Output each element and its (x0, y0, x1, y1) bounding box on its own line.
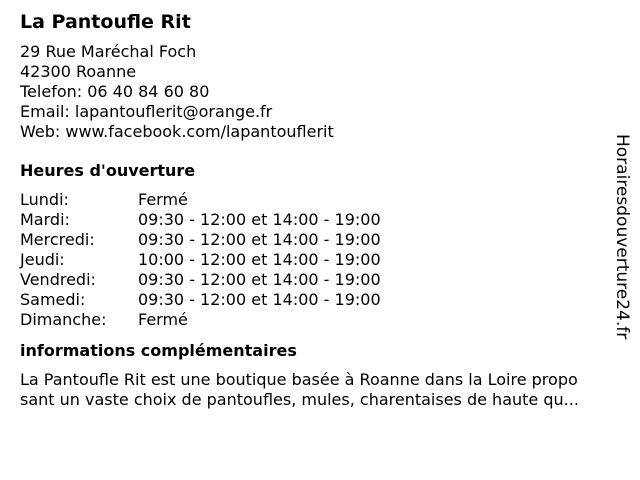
hours-row-wednesday (20, 230, 620, 250)
time-range: 09:30 - 12:00 et 14:00 - 19:00 (138, 210, 381, 229)
info-heading: informations complémentaires (20, 341, 297, 360)
description-line-1: La Pantoufle Rit est une boutique basée à Roanne dans la Loire propo (20, 370, 578, 389)
day-label: Lundi: (20, 190, 69, 209)
opening-hours-table (20, 190, 620, 330)
day-label: Samedi: (20, 290, 86, 309)
email[interactable]: Email: lapantouflerit@orange.fr (20, 102, 273, 121)
time-range: 09:30 - 12:00 et 14:00 - 19:00 (138, 230, 381, 249)
hours-heading: Heures d'ouverture (20, 161, 196, 180)
day-label: Vendredi: (20, 270, 96, 289)
time-range: 10:00 - 12:00 et 14:00 - 19:00 (138, 250, 381, 269)
business-name: La Pantoufle Rit (20, 11, 191, 33)
phone[interactable]: Telefon: 06 40 84 60 80 (20, 82, 210, 101)
hours-row-monday (20, 190, 620, 210)
time-range: 09:30 - 12:00 et 14:00 - 19:00 (138, 270, 381, 289)
hours-row-thursday (20, 250, 620, 270)
day-label: Mercredi: (20, 230, 95, 249)
hours-row-tuesday (20, 210, 620, 230)
day-label: Mardi: (20, 210, 70, 229)
hours-row-friday (20, 270, 620, 290)
address-street: 29 Rue Maréchal Foch (20, 42, 197, 61)
hours-row-saturday (20, 290, 620, 310)
day-label: Jeudi: (20, 250, 65, 269)
description-line-2: sant un vaste choix de pantoufles, mules, charentaises de haute qu... (20, 390, 579, 409)
address-city: 42300 Roanne (20, 62, 137, 81)
website[interactable]: Web: www.facebook.com/lapantouflerit (20, 122, 334, 141)
time-range: Fermé (138, 190, 188, 209)
business-card (20, 8, 620, 410)
day-label: Dimanche: (20, 310, 107, 329)
hours-row-sunday (20, 310, 620, 330)
description (20, 370, 630, 410)
site-watermark: Horairesdouverture24.fr (612, 134, 632, 340)
time-range: Fermé (138, 310, 188, 329)
time-range: 09:30 - 12:00 et 14:00 - 19:00 (138, 290, 381, 309)
